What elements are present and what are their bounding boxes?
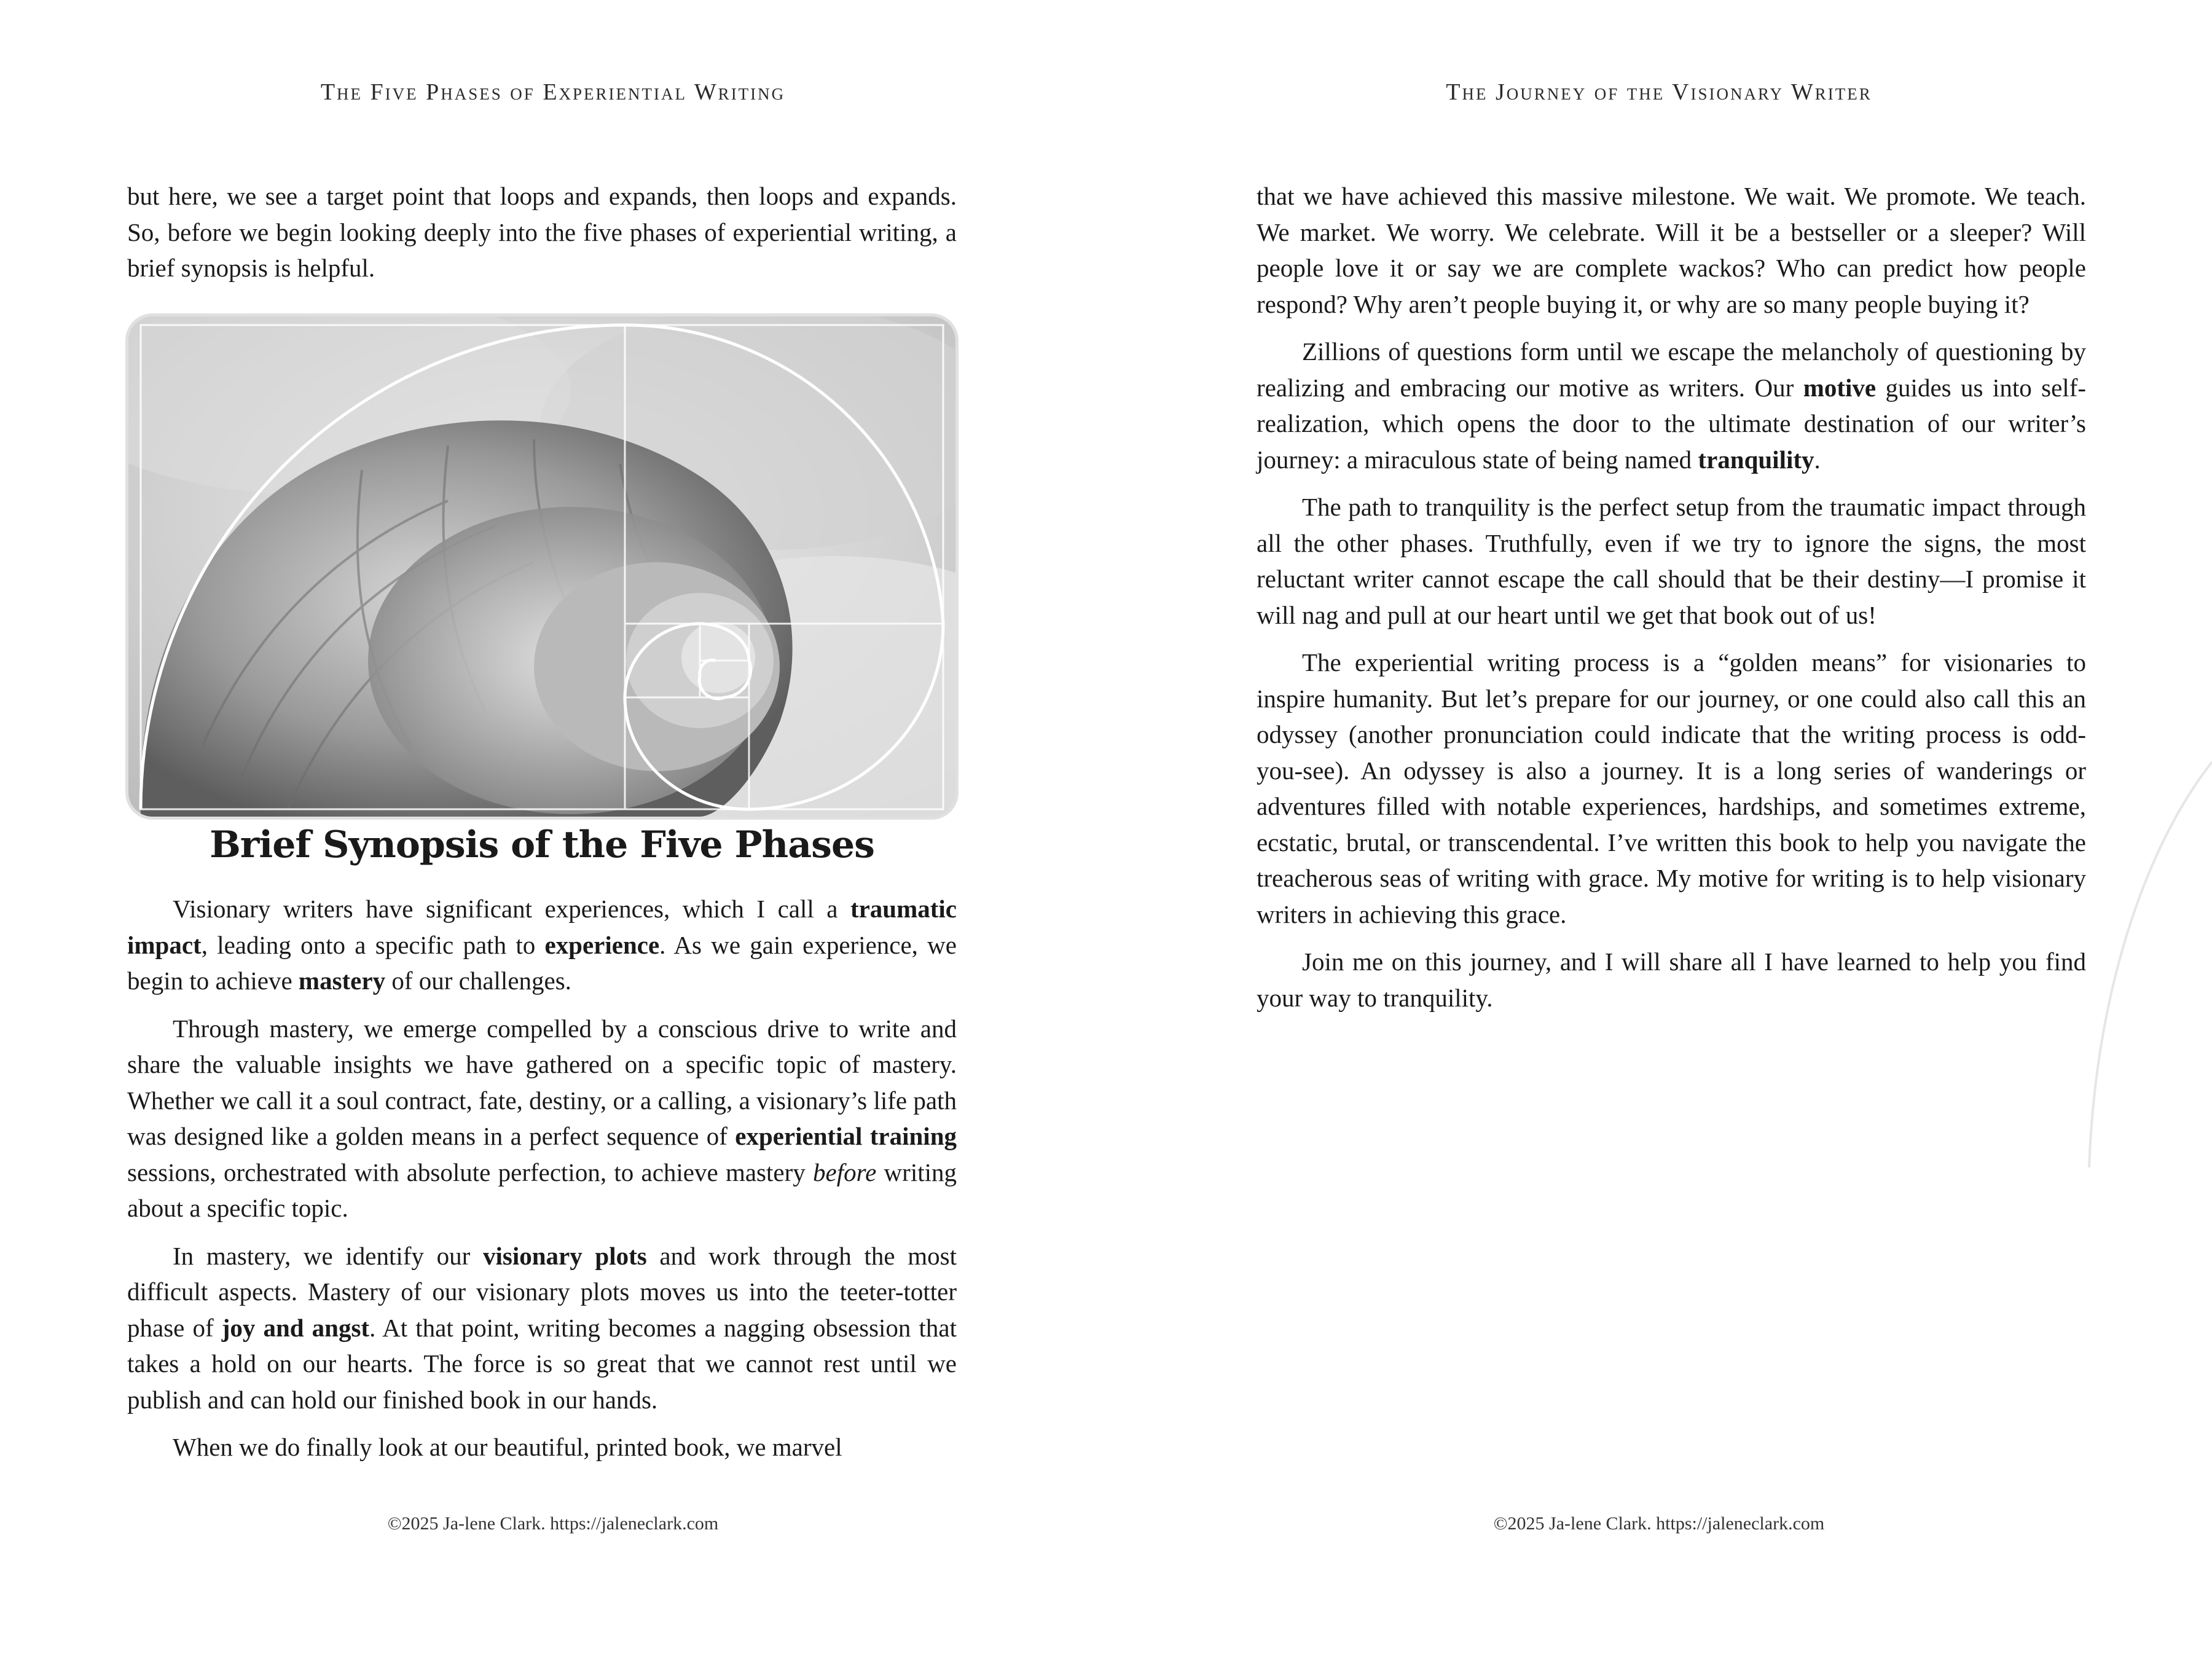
text-run: guides us into self-realization, which opens the door to the ultimate destination of our writer’s journey: a miraculous state of being named — [1257, 373, 2086, 474]
bold-term-visionary-plots: visionary plots — [482, 1241, 647, 1270]
bold-term-tranquility: tranquility — [1698, 445, 1814, 474]
text-run: of our challenges. — [385, 967, 571, 995]
text-run: and work through the most difficult aspects. Mastery of our visionary plots moves us into the teeter-totter phase of — [127, 1241, 957, 1342]
text-run: . At that point, writing becomes a nagging obsession that takes a hold on our hearts. The force is so great that we cannot rest until we publish and can hold our finished book in our hands. — [127, 1313, 957, 1414]
text-run: In mastery, we identify our — [173, 1241, 483, 1270]
bold-term-motive: motive — [1803, 373, 1877, 402]
paragraph-milestone: that we have achieved this massive milestone. We wait. We promote. We teach. We market. We worry. We celebrate. Will it be a bestseller or a sleeper? Will people love it or say we are complete wackos? Who can predict how people respond? Why aren’t people buying it, or why are so many people buying it? — [1257, 182, 2086, 318]
bold-term-joy-and-angst: joy and angst — [221, 1313, 370, 1342]
left-intro-text — [127, 178, 957, 298]
paragraph-traumatic-impact — [127, 891, 957, 999]
bold-term-experiential-training: experiential training — [735, 1122, 957, 1150]
text-run: writing about a specific topic. — [127, 1158, 957, 1222]
right-page — [1106, 0, 2212, 1659]
text-run: . As we gain experience, we begin to achieve — [127, 930, 957, 995]
text-run: Zillions of questions form until we escape the melancholy of questioning by realizing and embracing our motive as writers. Our — [1257, 337, 2086, 402]
text-run: sessions, orchestrated with absolute perfection, to achieve mastery — [127, 1158, 814, 1186]
paragraph-path-to-tranquility: The path to tranquility is the perfect setup from the traumatic impact through all the other phases. Truthfully, even if we try to ignore the signs, the most reluctant writer cannot escape the call should that be their destiny—I promise it will nag and pull at our heart until we get that book out of us! — [1257, 493, 2086, 629]
text-run: Visionary writers have significant experiences, which I call a — [173, 895, 850, 923]
left-running-head: The Five Phases of Experiential Writing — [320, 79, 786, 105]
decorative-arc-icon — [2071, 737, 2212, 1167]
intro-paragraph: but here, we see a target point that loops and expands, then loops and expands. So, before we begin looking deeply into the five phases of experiential writing, a brief synopsis is helpful. — [127, 182, 957, 282]
bold-term-experience: experience — [544, 930, 660, 959]
paragraph-join-me: Join me on this journey, and I will share all I have learned to help you find your way to tranquility. — [1257, 947, 2086, 1012]
text-run: . — [1814, 445, 1821, 474]
nautilus-shell-image — [125, 313, 959, 820]
text-run: , leading onto a specific path to — [201, 930, 545, 959]
bold-term-traumatic-impact: traumatic impact — [127, 895, 957, 959]
right-running-head: The Journey of the Visionary Writer — [1446, 79, 1872, 105]
paragraph-motive — [1257, 334, 2086, 477]
paragraph-golden-means: The experiential writing process is a “golden means” for visionaries to inspire humanity. But let’s prepare for our journey, or one could also call this an odyssey (another pronunciation could indicate that the writing process is odd-you-see). An odyssey is also a journey. It is a long series of wanderings or adventures filled with notable experiences, hardships, and sometimes extreme, ecstatic, brutal, or transcendental. I’ve written this book to help you navigate the treacherous seas of writing with grace. My motive for writing is to help visionary writers in achieving this grace. — [1257, 648, 2086, 928]
right-footer: ©2025 Ja-lene Clark. https://jaleneclark.com — [1493, 1513, 1825, 1534]
left-footer: ©2025 Ja-lene Clark. https://jaleneclark.com — [387, 1513, 719, 1534]
left-synopsis-text — [127, 891, 957, 1477]
bold-term-mastery: mastery — [298, 967, 386, 995]
paragraph-visionary-plots — [127, 1238, 957, 1418]
paragraph-printed-book: When we do finally look at our beautiful, printed book, we marvel — [173, 1433, 842, 1461]
right-body-text — [1257, 178, 2086, 1027]
italic-term-before: before — [813, 1158, 877, 1186]
paragraph-mastery — [127, 1011, 957, 1226]
section-heading: Brief Synopsis of the Five Phases — [210, 823, 874, 866]
text-run: Through mastery, we emerge compelled by a conscious drive to write and share the valuable insights we have gathered on a specific topic of mastery. Whether we call it a soul contract, fate, destiny, or a calling, a visionary’s life path was designed like a golden means in a perfect sequence of — [127, 1014, 957, 1150]
